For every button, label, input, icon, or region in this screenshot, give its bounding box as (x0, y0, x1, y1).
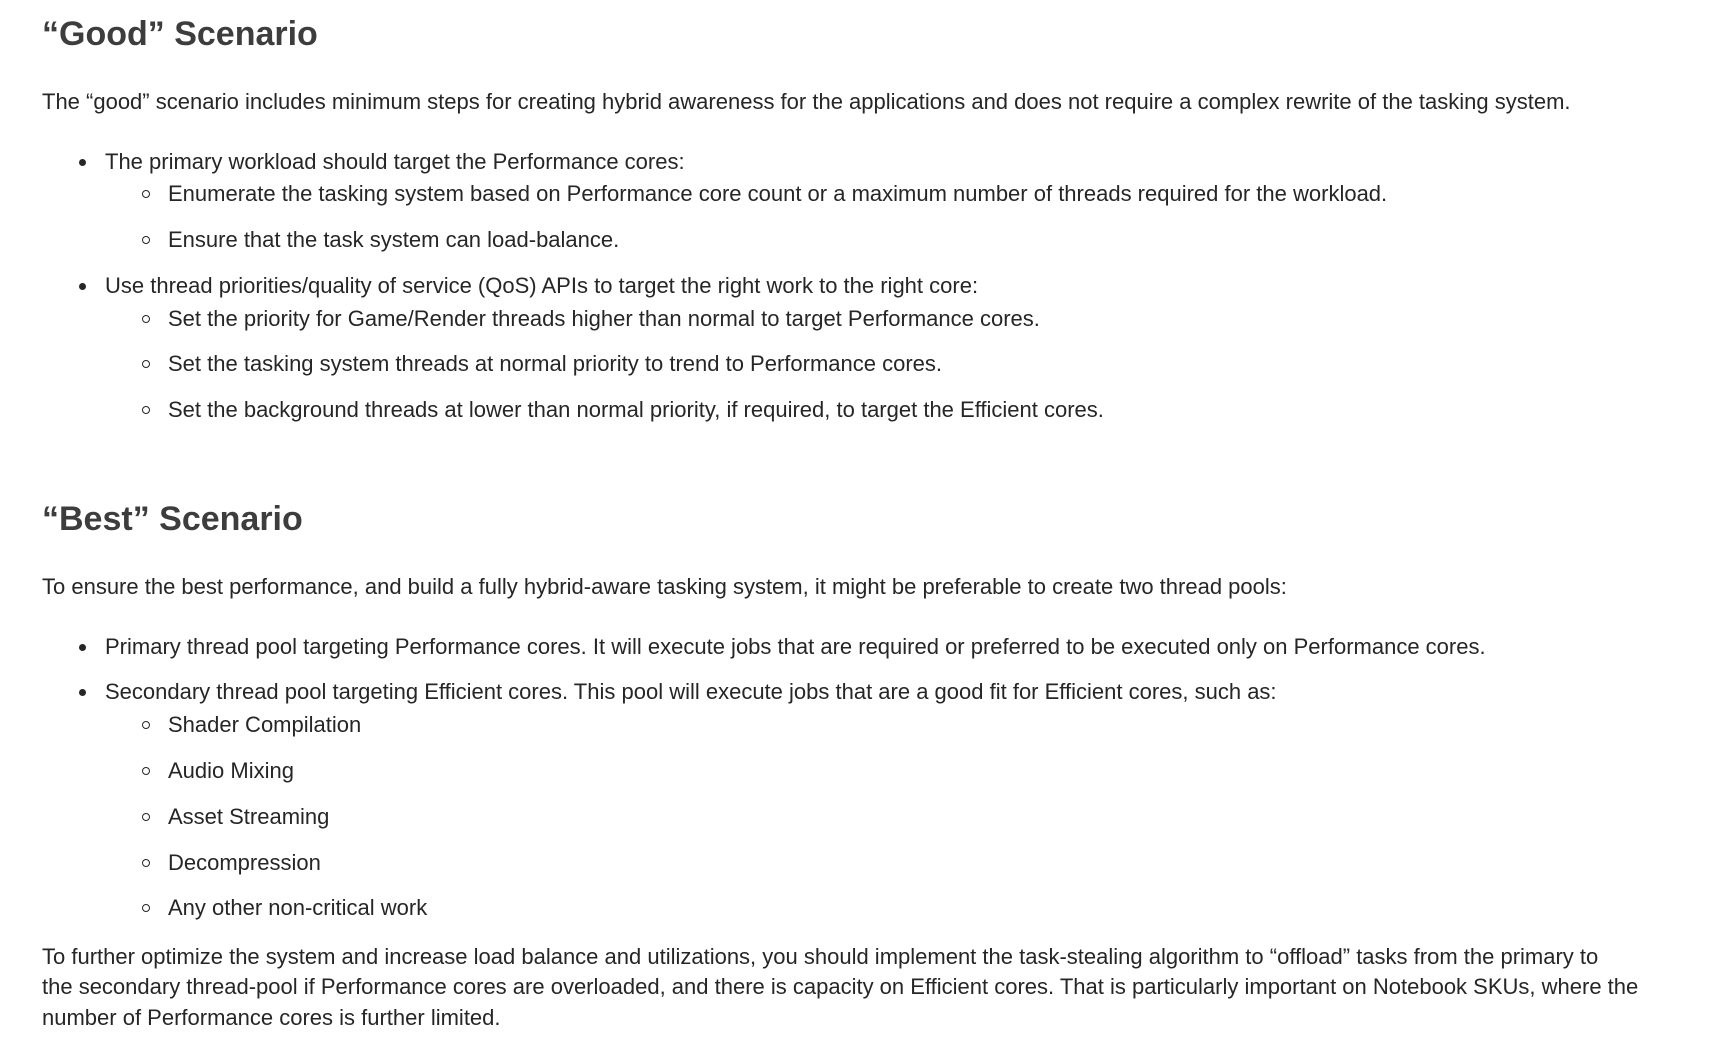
good-scenario-intro: The “good” scenario includes minimum steps for creating hybrid awareness for the applications and does not require a complex rewrite of the tasking system. (42, 89, 1571, 114)
best-scenario-heading: “Best” Scenario (42, 500, 303, 538)
sub-list-item-text: Asset Streaming (168, 804, 330, 829)
list-item-text: The primary workload should target the Performance cores: (105, 149, 685, 174)
best-scenario-intro: To ensure the best performance, and build a fully hybrid-aware tasking system, it might be preferable to create two thread pools: (42, 574, 1287, 599)
bullet-circle-icon (142, 721, 150, 729)
closing-paragraph-line: the secondary thread-pool if Performance cores are overloaded, and there is capacity on Efficient cores. That is particularly important on Notebook SKUs, where the (42, 974, 1639, 999)
sub-list-item (168, 756, 294, 786)
sub-list-item (168, 179, 1387, 209)
list-item (105, 677, 1277, 707)
sub-list-item-text: Enumerate the tasking system based on Performance core count or a maximum number of threads required for the workload. (168, 181, 1388, 206)
list-item-text: Secondary thread pool targeting Efficient cores. This pool will execute jobs that are a good fit for Efficient cores, such as: (105, 679, 1277, 704)
sub-list-item-text: Audio Mixing (168, 758, 294, 783)
list-item (105, 271, 978, 301)
sub-list-item-text: Set the priority for Game/Render threads higher than normal to target Performance cores. (168, 306, 1040, 331)
list-item-text: Primary thread pool targeting Performance cores. It will execute jobs that are required or preferred to be executed only on Performance cores. (105, 634, 1486, 659)
bullet-circle-icon (142, 236, 150, 244)
bullet-circle-icon (142, 767, 150, 775)
bullet-disc-icon (79, 689, 86, 696)
bullet-disc-icon (79, 283, 86, 290)
sub-list-item (168, 225, 619, 255)
sub-list-item-text: Set the tasking system threads at normal priority to trend to Performance cores. (168, 351, 943, 376)
sub-list-item (168, 304, 1040, 334)
sub-list-item (168, 395, 1104, 425)
sub-list-item-text: Shader Compilation (168, 712, 362, 737)
bullet-circle-icon (142, 859, 150, 867)
bullet-circle-icon (142, 360, 150, 368)
sub-list-item-text: Any other non-critical work (168, 895, 428, 920)
sub-list-item-text: Decompression (168, 850, 321, 875)
bullet-disc-icon (79, 159, 86, 166)
sub-list-item (168, 802, 329, 832)
list-item (105, 632, 1486, 662)
sub-list-item-text: Ensure that the task system can load-balance. (168, 227, 620, 252)
sub-list-item (168, 848, 321, 878)
bullet-circle-icon (142, 315, 150, 323)
closing-paragraph-line: number of Performance cores is further limited. (42, 1005, 501, 1030)
sub-list-item (168, 349, 942, 379)
bullet-circle-icon (142, 904, 150, 912)
bullet-disc-icon (79, 644, 86, 651)
bullet-circle-icon (142, 190, 150, 198)
list-item-text: Use thread priorities/quality of service (QoS) APIs to target the right work to the right core: (105, 273, 979, 298)
list-item (105, 147, 685, 177)
sub-list-item (168, 893, 427, 923)
good-scenario-heading: “Good” Scenario (42, 15, 318, 53)
sub-list-item-text: Set the background threads at lower than normal priority, if required, to target the Efficient cores. (168, 397, 1104, 422)
bullet-circle-icon (142, 813, 150, 821)
sub-list-item (168, 710, 361, 740)
closing-paragraph-line: To further optimize the system and increase load balance and utilizations, you should implement the task-stealing algorithm to “offload” tasks from the primary to (42, 944, 1599, 969)
bullet-circle-icon (142, 406, 150, 414)
